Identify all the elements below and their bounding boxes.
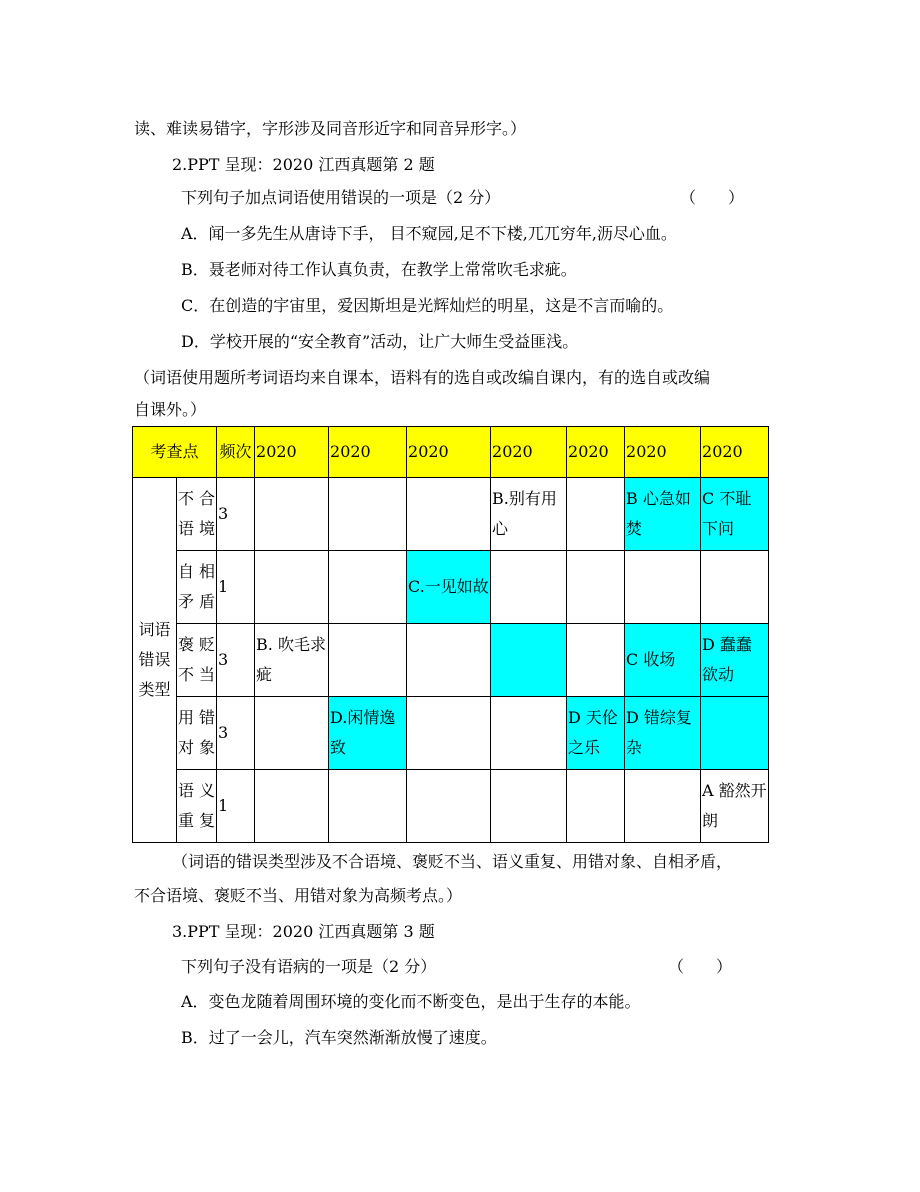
example-cell [625, 770, 701, 843]
example-cell [567, 551, 625, 624]
table-row [133, 697, 769, 770]
answer-blank: （ ） [680, 188, 745, 207]
header-cell: 2020 [625, 427, 701, 478]
example-cell: B.别有用心 [491, 478, 567, 551]
option-a: A．变色龙随着周围环境的变化而不断变色，是出于生存的本能。 [181, 992, 641, 1011]
note-line: 自课外。） [134, 400, 207, 419]
error-subtype-cell: 语义重复 [177, 770, 217, 843]
example-cell [407, 624, 491, 697]
example-cell: C 不耻下问 [701, 478, 769, 551]
example-cell [701, 697, 769, 770]
question-stem: 下列句子加点词语使用错误的一项是（2 分） [181, 188, 501, 207]
frequency-cell: 1 [217, 770, 255, 843]
example-cell: D.闲情逸致 [329, 697, 407, 770]
option-b: B．聂老师对待工作认真负责，在教学上常常吹毛求疵。 [181, 260, 577, 279]
example-cell [329, 624, 407, 697]
option-d: D．学校开展的“安全教育”活动，让广大师生受益匪浅。 [181, 332, 579, 351]
header-cell: 2020 [491, 427, 567, 478]
table-row [133, 624, 769, 697]
option-a: A．闻一多先生从唐诗下手， 目不窥园,足不下楼,兀兀穷年,沥尽心血。 [181, 224, 677, 243]
answer-blank: （ ） [668, 957, 733, 976]
example-cell [329, 770, 407, 843]
example-cell [329, 551, 407, 624]
note-line: （词语的错误类型涉及不合语境、褒贬不当、语义重复、用错对象、自相矛盾， [172, 852, 733, 871]
frequency-cell: 3 [217, 697, 255, 770]
header-cell: 2020 [701, 427, 769, 478]
example-cell [407, 770, 491, 843]
frequency-cell: 1 [217, 551, 255, 624]
example-cell: C.一见如故 [407, 551, 491, 624]
note-line: （词语使用题所考词语均来自课本，语料有的选自或改编自课内，有的选自或改编 [134, 368, 711, 387]
error-subtype-cell: 不合语境 [177, 478, 217, 551]
header-cell: 2020 [329, 427, 407, 478]
example-cell [567, 770, 625, 843]
example-cell [255, 697, 329, 770]
example-cell [407, 697, 491, 770]
header-cell: 频次 [217, 427, 255, 478]
example-cell: D 天伦之乐 [567, 697, 625, 770]
type-label-cell: 词语错误类型 [133, 478, 177, 843]
error-subtype-cell: 用错对象 [177, 697, 217, 770]
example-cell: D 蠢蠢欲动 [701, 624, 769, 697]
example-cell [255, 770, 329, 843]
error-subtype-cell: 褒贬不当 [177, 624, 217, 697]
section-heading: 3.PPT 呈现：2020 江西真题第 3 题 [172, 922, 435, 941]
example-cell [625, 551, 701, 624]
header-cell: 考查点 [133, 427, 217, 478]
table-row [133, 478, 769, 551]
section-heading: 2.PPT 呈现：2020 江西真题第 2 题 [172, 155, 435, 174]
header-cell: 2020 [255, 427, 329, 478]
example-cell [567, 478, 625, 551]
example-cell: A 豁然开朗 [701, 770, 769, 843]
example-cell [491, 697, 567, 770]
error-subtype-cell: 自相矛盾 [177, 551, 217, 624]
example-cell [407, 478, 491, 551]
option-b: B．过了一会儿，汽车突然渐渐放慢了速度。 [181, 1028, 497, 1047]
example-cell: C 收场 [625, 624, 701, 697]
example-cell [491, 624, 567, 697]
table-header-row [133, 427, 769, 478]
table-row [133, 551, 769, 624]
frequency-cell: 3 [217, 624, 255, 697]
example-cell [701, 551, 769, 624]
note-line: 不合语境、褒贬不当、用错对象为高频考点。） [134, 886, 463, 905]
question-stem: 下列句子没有语病的一项是（2 分） [181, 957, 437, 976]
option-c: C．在创造的宇宙里，爱因斯坦是光辉灿烂的明星，这是不言而喻的。 [181, 296, 674, 315]
example-cell [567, 624, 625, 697]
paragraph-line: 读、难读易错字，字形涉及同音形近字和同音异形字。） [134, 119, 527, 138]
example-cell: B 心急如焚 [625, 478, 701, 551]
example-cell [329, 478, 407, 551]
table-row [133, 770, 769, 843]
header-cell: 2020 [407, 427, 491, 478]
example-cell [255, 551, 329, 624]
header-cell: 2020 [567, 427, 625, 478]
frequency-cell: 3 [217, 478, 255, 551]
example-cell [491, 551, 567, 624]
example-cell: D 错综复杂 [625, 697, 701, 770]
error-type-table [132, 426, 769, 843]
example-cell [491, 770, 567, 843]
example-cell: B. 吹毛求疵 [255, 624, 329, 697]
example-cell [255, 478, 329, 551]
